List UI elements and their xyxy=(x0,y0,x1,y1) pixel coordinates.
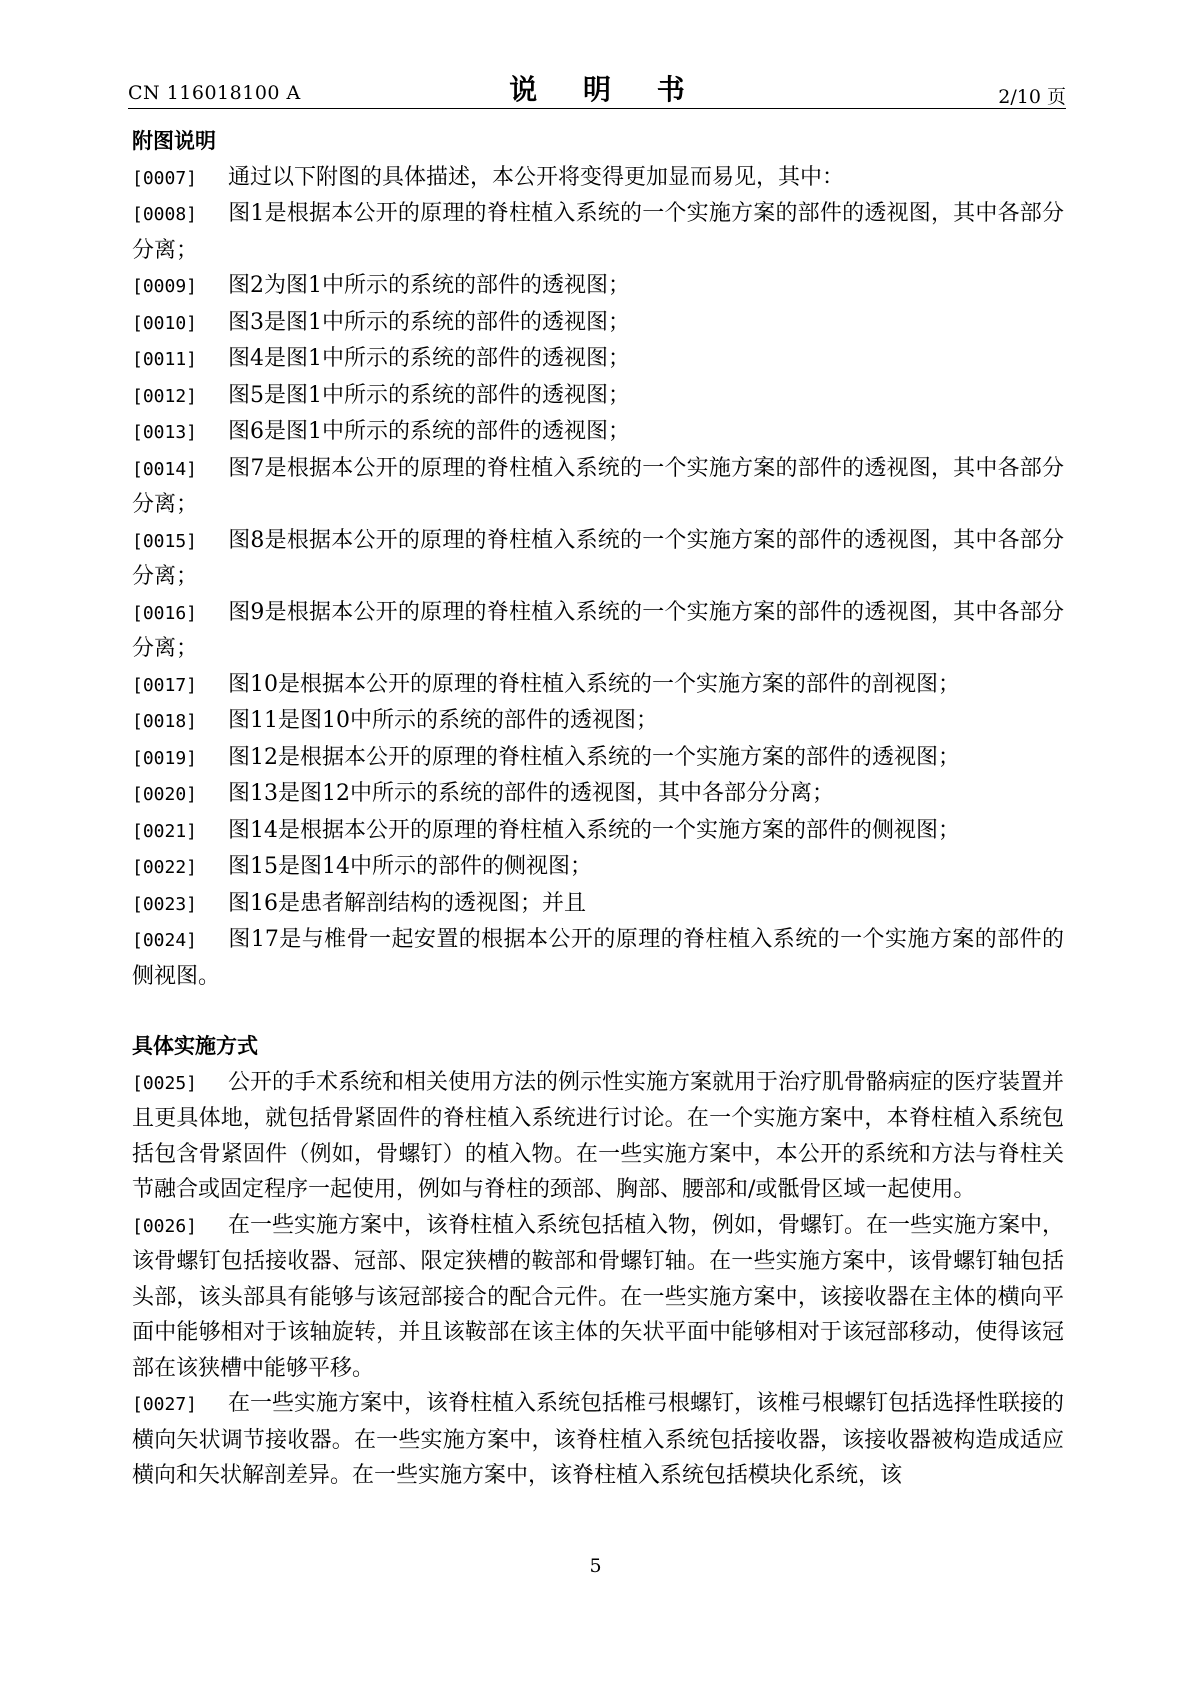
paragraph-number: [0014] xyxy=(132,458,198,480)
paragraph xyxy=(132,196,1064,268)
paragraph-text: 图8是根据本公开的原理的脊柱植入系统的一个实施方案的部件的透视图，其中各部分分离； xyxy=(132,527,1064,589)
paragraph-text: 图15是图14中所示的部件的侧视图； xyxy=(228,854,592,879)
paragraph-number: [0026] xyxy=(132,1215,198,1237)
section-title: 具体实施方式 xyxy=(132,1034,258,1058)
paragraph xyxy=(132,305,1064,342)
paragraph-number: [0013] xyxy=(132,422,198,443)
paragraph-text: 在一些实施方案中，该脊柱植入系统包括椎弓根螺钉，该椎弓根螺钉包括选择性联接的横向矢状调节接收器。在一些实施方案中，该脊柱植入系统包括接收器，该接收器被构造成适应横向和矢状解剖差异。在一些实施方案中，该脊柱植入系统包括模块化系统，该 xyxy=(132,1391,1065,1488)
paragraph-text: 图9是根据本公开的原理的脊柱植入系统的一个实施方案的部件的透视图，其中各部分分离； xyxy=(132,599,1064,661)
paragraph-number: [0011] xyxy=(132,349,198,370)
paragraph-number: [0007] xyxy=(132,167,198,189)
paragraph-number: [0019] xyxy=(132,747,198,769)
paragraph-text: 图16是患者解剖结构的透视图；并且 xyxy=(228,890,586,916)
paragraph-number: [0010] xyxy=(132,312,198,334)
paragraph-text: 图14是根据本公开的原理的脊柱植入系统的一个实施方案的部件的侧视图； xyxy=(228,817,960,843)
paragraph-number: [0025] xyxy=(132,1072,198,1094)
section-title: 附图说明 xyxy=(132,129,216,153)
paragraph xyxy=(132,414,1064,451)
document-body xyxy=(132,124,1064,1494)
paragraph xyxy=(132,523,1064,595)
header-divider xyxy=(128,108,1066,109)
paragraph-number: [0009] xyxy=(132,276,198,297)
paragraph-number: [0016] xyxy=(132,602,198,624)
paragraph xyxy=(132,595,1064,667)
paragraph xyxy=(132,378,1064,415)
paragraph xyxy=(132,813,1064,850)
paragraph xyxy=(132,1386,1064,1494)
paragraph-number: [0020] xyxy=(132,784,198,805)
paragraph-text: 图11是图10中所示的系统的部件的透视图； xyxy=(228,708,658,733)
page-number: 5 xyxy=(589,1555,602,1577)
paragraph-text: 图5是图1中所示的系统的部件的透视图； xyxy=(228,382,630,408)
paragraph-text: 图3是图1中所示的系统的部件的透视图； xyxy=(228,309,630,335)
paragraph-text: 图12是根据本公开的原理的脊柱植入系统的一个实施方案的部件的透视图； xyxy=(228,744,960,770)
paragraph-number: [0021] xyxy=(132,820,198,842)
paragraph-number: [0027] xyxy=(132,1394,198,1415)
document-title: 说 明 书 xyxy=(509,73,703,106)
paragraph xyxy=(132,1208,1064,1387)
paragraph-number: [0012] xyxy=(132,385,198,407)
paragraph xyxy=(132,886,1064,923)
paragraph-number: [0015] xyxy=(132,530,198,552)
paragraph xyxy=(132,451,1064,523)
paragraph-text: 通过以下附图的具体描述，本公开将变得更加显而易见，其中： xyxy=(228,164,845,190)
paragraph-number: [0018] xyxy=(132,711,198,732)
page-indicator: 2/10 页 xyxy=(998,86,1066,108)
paragraph-text: 图4是图1中所示的系统的部件的透视图； xyxy=(228,346,630,371)
paragraph-text: 图6是图1中所示的系统的部件的透视图； xyxy=(228,419,630,444)
paragraph-text: 图13是图12中所示的系统的部件的透视图，其中各部分分离； xyxy=(228,781,834,806)
paragraph xyxy=(132,667,1064,704)
paragraph-text: 在一些实施方案中，该脊柱植入系统包括植入物，例如，骨螺钉。在一些实施方案中，该骨螺钉包括接收器、冠部、限定狭槽的鞍部和骨螺钉轴。在一些实施方案中，该骨螺钉轴包括头部，该头部具有能够与该冠部接合的配合元件。在一些实施方案中，该接收器在主体的横向平面中能够相对于该轴旋转，并且该鞍部在该主体的矢状平面中能够相对于该冠部移动，使得该冠部在该狭槽中能够平移。 xyxy=(132,1212,1065,1381)
paragraph xyxy=(132,922,1064,994)
paragraph xyxy=(132,341,1064,378)
paragraph xyxy=(132,740,1064,777)
paragraph-text: 图7是根据本公开的原理的脊柱植入系统的一个实施方案的部件的透视图，其中各部分分离； xyxy=(132,455,1064,517)
paragraph-text: 图1是根据本公开的原理的脊柱植入系统的一个实施方案的部件的透视图，其中各部分分离； xyxy=(132,201,1064,263)
paragraph xyxy=(132,1065,1064,1208)
section-gap xyxy=(132,994,1064,1029)
publication-number: CN 116018100 A xyxy=(128,82,301,104)
paragraph xyxy=(132,160,1064,197)
paragraph-number: [0022] xyxy=(132,857,198,878)
page-header xyxy=(128,64,1066,110)
paragraph-number: [0023] xyxy=(132,893,198,915)
paragraph-number: [0008] xyxy=(132,204,198,225)
paragraph-number: [0024] xyxy=(132,930,198,951)
paragraph-number: [0017] xyxy=(132,674,198,696)
paragraph-text: 图17是与椎骨一起安置的根据本公开的原理的脊柱植入系统的一个实施方案的部件的侧视图。 xyxy=(132,927,1064,989)
paragraph xyxy=(132,703,1064,740)
paragraph xyxy=(132,849,1064,886)
paragraph-text: 图10是根据本公开的原理的脊柱植入系统的一个实施方案的部件的剖视图； xyxy=(228,671,960,697)
paragraph-text: 公开的手术系统和相关使用方法的例示性实施方案就用于治疗肌骨骼病症的医疗装置并且更具体地，就包括骨紧固件的脊柱植入系统进行讨论。在一个实施方案中，本脊柱植入系统包括包含骨紧固件（例如，骨螺钉）的植入物。在一些实施方案中，本公开的系统和方法与脊柱关节融合或固定程序一起使用，例如与脊柱的颈部、胸部、腰部和/或骶骨区域一起使用。 xyxy=(132,1069,1065,1202)
paragraph-text: 图2为图1中所示的系统的部件的透视图； xyxy=(228,273,630,298)
paragraph xyxy=(132,776,1064,813)
paragraph xyxy=(132,268,1064,305)
